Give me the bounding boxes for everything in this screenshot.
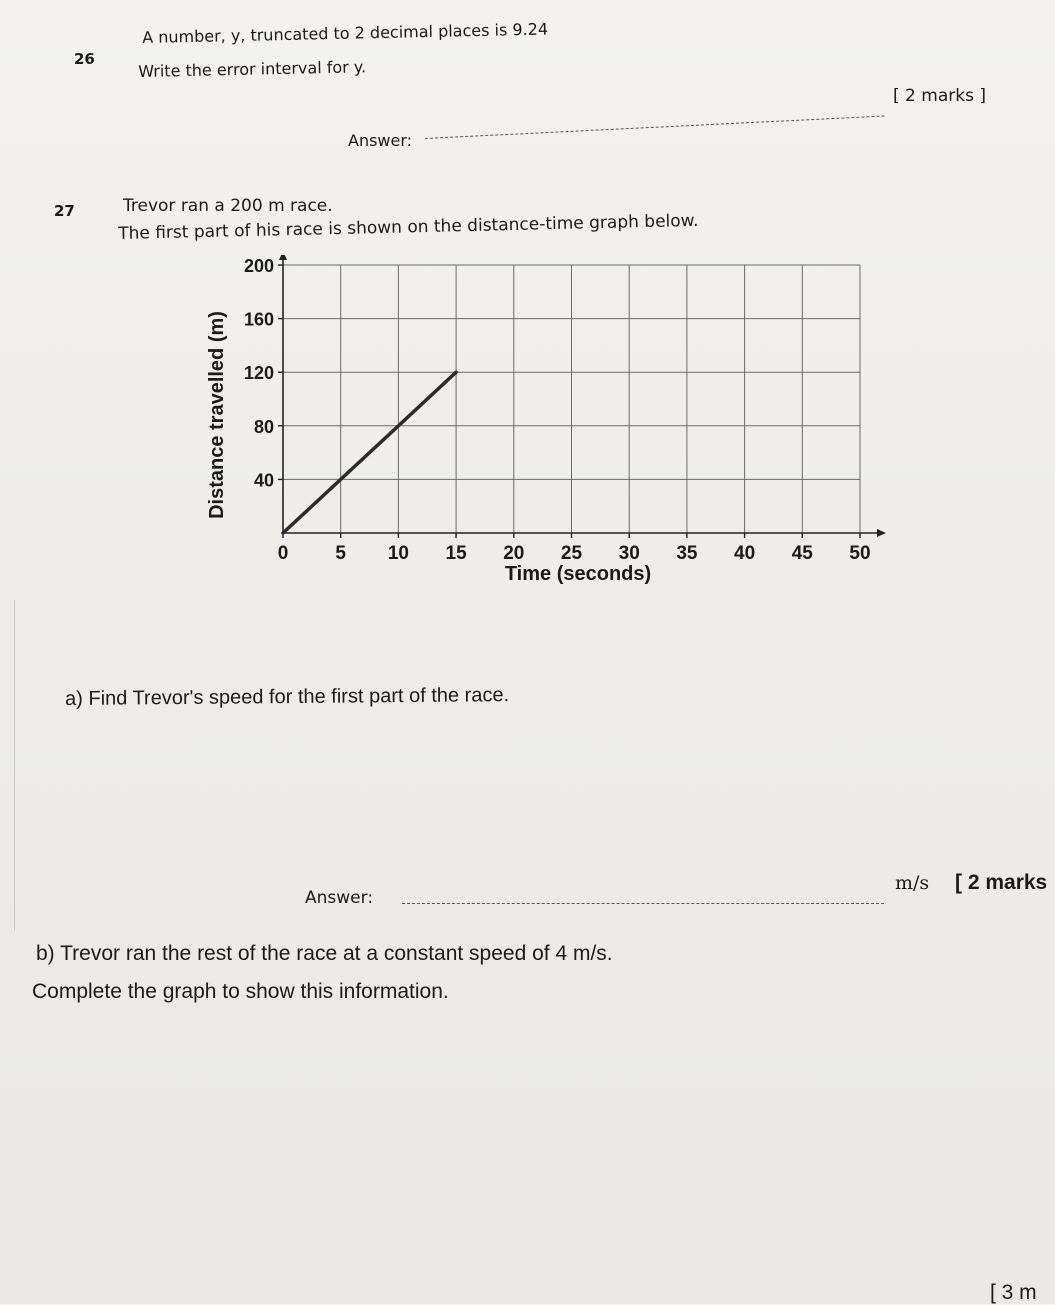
y-tick-label: 40 bbox=[253, 470, 274, 491]
question-26-number: 26 bbox=[74, 50, 95, 68]
graph-grid bbox=[283, 265, 860, 533]
question-27-marks-a: [ 2 marks bbox=[955, 871, 1048, 894]
x-tick-label: 30 bbox=[618, 543, 640, 564]
y-tick-label: 160 bbox=[243, 309, 274, 330]
x-tick-label: 5 bbox=[335, 543, 346, 564]
question-26-line2: Write the error interval for y. bbox=[138, 57, 367, 81]
question-27-unit: m/s bbox=[895, 872, 930, 894]
question-26-answer-line[interactable] bbox=[425, 116, 884, 139]
question-26-answer-label: Answer: bbox=[348, 131, 413, 150]
x-tick-label: 35 bbox=[676, 543, 698, 564]
question-26-marks: [ 2 marks ] bbox=[893, 86, 986, 106]
graph-axes bbox=[278, 255, 886, 538]
graph-tick-labels bbox=[244, 256, 871, 564]
y-tick-label: 120 bbox=[243, 363, 274, 384]
question-27-line1: Trevor ran a 200 m race. bbox=[123, 196, 333, 216]
question-27-number: 27 bbox=[54, 202, 75, 220]
question-27-answer-line[interactable] bbox=[402, 903, 884, 904]
question-27-answer-label: Answer: bbox=[305, 888, 374, 908]
question-27-line2: The first part of his race is shown on the distance-time graph below. bbox=[118, 210, 699, 244]
x-tick-label: 15 bbox=[445, 543, 467, 564]
question-27-part-b-line1: b) Trevor ran the rest of the race at a constant speed of 4 m/s. bbox=[36, 942, 613, 965]
x-tick-label: 0 bbox=[277, 543, 289, 564]
y-tick-label: 200 bbox=[243, 256, 274, 276]
x-tick-label: 45 bbox=[791, 543, 813, 564]
x-tick-label: 10 bbox=[387, 543, 409, 564]
series-line bbox=[283, 372, 456, 533]
y-axis-title: Distance travelled (m) bbox=[206, 311, 228, 519]
question-27-part-a: a) Find Trevor's speed for the first part of the race. bbox=[65, 684, 510, 710]
y-tick-label: 80 bbox=[253, 416, 274, 437]
question-27-marks-b: [ 3 m bbox=[990, 1281, 1037, 1304]
question-26-line1: A number, y, truncated to 2 decimal places is 9.24 bbox=[142, 19, 549, 47]
x-tick-label: 50 bbox=[849, 543, 871, 564]
x-axis-title: Time (seconds) bbox=[504, 563, 652, 585]
x-tick-label: 40 bbox=[734, 543, 756, 564]
question-27-part-b-line2: Complete the graph to show this information. bbox=[32, 980, 449, 1003]
x-tick-label: 20 bbox=[503, 543, 525, 564]
graph-series bbox=[283, 372, 456, 533]
x-tick-label: 25 bbox=[560, 543, 583, 564]
distance-time-graph bbox=[195, 255, 895, 595]
page-margin-line bbox=[14, 600, 15, 930]
y-axis-arrow bbox=[279, 255, 287, 260]
x-axis-arrow bbox=[877, 529, 886, 537]
